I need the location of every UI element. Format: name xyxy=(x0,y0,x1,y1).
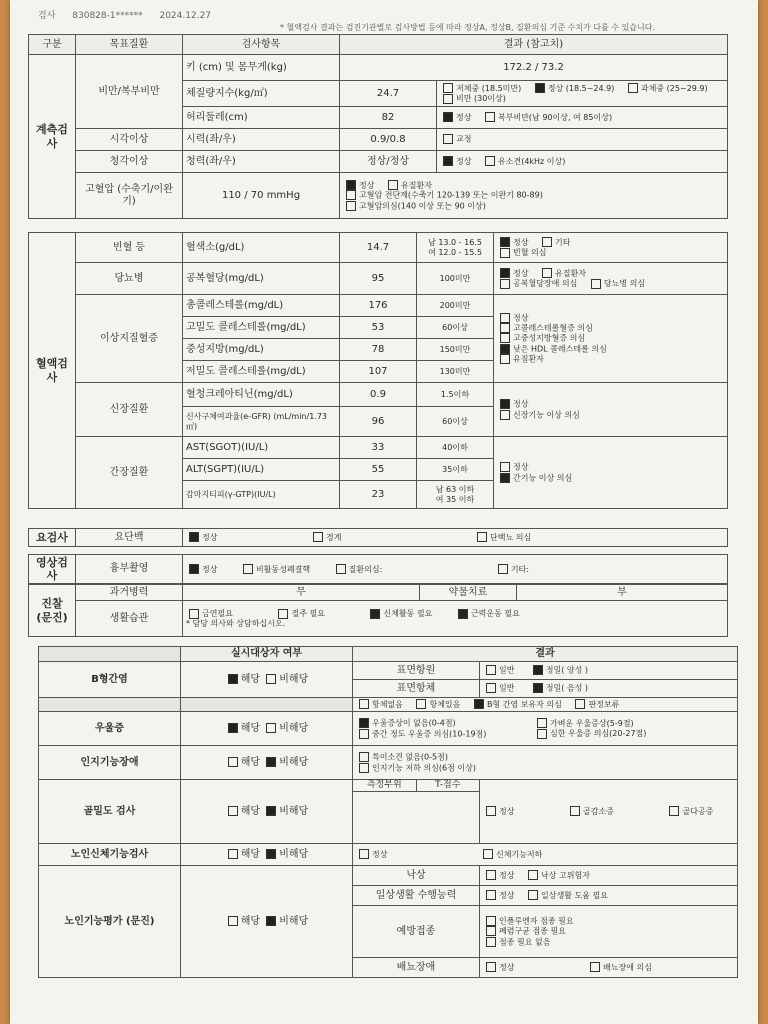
extra-table: 실시대상자 여부 결과 B형간염 해당 비해당 표면항원 일반 정밀( 양성 ) 표면항체 일반 정밀( 음성 ) 항체없음 항체있음 B형 간염 보유자 의심 판정보류 우울증 해당 비해당 우울증상이 없음(0-4점) 가벼운 우울증상(5-9점) 중간 정도 우울증 의심(10-19점) 심한 우울증 의심(20-27점) 인지기능장애 해당 비해당 특이소견 없음(0-5점) 인지기능 저하 의심(6점 이상) 골밀도 검사 해당 비해당 측정부위 T-점수 정상 골감소증 골다공증 노인신체기능검사 해당 비해당 정상 신체기능저하 노인기능평가 (문진) 해당 비해당 낙상 정상 낙상 고위험자 일상생활 수행능력 정상 일상생활 도움 필요 예방접종 인플루엔자 접종 필요 폐렴구균 접종 필요 접종 필요 없음 배뇨장애 정상 배뇨장애 의심 xyxy=(38,646,738,978)
checkbox-checked xyxy=(370,609,380,619)
adl-label: 일상생활 수행능력 xyxy=(353,886,480,906)
checkbox xyxy=(537,718,547,728)
tg-ref: 150미만 xyxy=(417,339,494,361)
checkbox xyxy=(542,268,552,278)
alt-value: 55 xyxy=(340,459,417,481)
lipid-opt: 고중성지방혈증 의심 xyxy=(513,333,586,343)
col-section: 구분 xyxy=(29,35,76,55)
hep-opt: 항체있음 xyxy=(429,699,461,709)
dm-opt: 당뇨병 의심 xyxy=(603,279,646,288)
elderly-eval-label: 노인기능평가 (문진) xyxy=(39,866,181,978)
checkbox xyxy=(228,916,238,926)
hearing-label: 청력(좌/우) xyxy=(183,151,340,173)
anemia-target: 빈혈 등 xyxy=(76,233,183,263)
checkbox-checked xyxy=(535,83,545,93)
vaccination-opt: 폐렴구균 접종 필요 xyxy=(499,926,566,936)
egfr-ref: 60이상 xyxy=(417,407,494,437)
checkbox xyxy=(388,180,398,190)
voiding-label: 배뇨장애 xyxy=(353,958,480,978)
bmi-opt: 저체중 (18.5미만) xyxy=(456,83,522,93)
liver-target: 간장질환 xyxy=(76,437,183,509)
tc-label: 총콜레스테롤(mg/dL) xyxy=(183,295,340,317)
no-label: 비해당 xyxy=(279,673,309,685)
no-label: 비해당 xyxy=(279,722,309,734)
voiding-opt: 정상 xyxy=(499,962,515,972)
physical-opt: 정상 xyxy=(372,849,388,859)
history-label: 과거병력 xyxy=(76,585,183,601)
cognitive-opt: 특이소견 없음(0-5점) xyxy=(372,752,448,762)
measure-section: 계측검사 xyxy=(29,55,76,219)
yes-label: 해당 xyxy=(240,756,261,768)
checkbox xyxy=(570,806,580,816)
checkbox xyxy=(228,757,238,767)
imaging-table xyxy=(28,554,728,584)
checkbox xyxy=(336,564,346,574)
creatinine-label: 혈청크레아티닌(mg/dL) xyxy=(183,383,340,407)
checkbox xyxy=(346,190,356,200)
checkbox xyxy=(500,313,510,323)
habit-opt: 신체활동 필요 xyxy=(383,609,433,619)
anemia-opt: 기타 xyxy=(555,237,571,247)
tc-value: 176 xyxy=(340,295,417,317)
urine-opt: 단백뇨 의심 xyxy=(490,532,532,542)
hbsab-label: 표면항체 xyxy=(353,680,480,698)
checkbox xyxy=(359,849,369,859)
adl-opt: 일상생활 도움 필요 xyxy=(541,890,608,900)
urine-section: 요검사 xyxy=(29,529,76,547)
vaccination-opt: 접종 필요 없음 xyxy=(499,937,551,947)
hb-ref-female: 여 12.0 - 15.5 xyxy=(428,247,482,257)
col-extra-result: 결과 xyxy=(353,647,738,662)
ldl-value: 107 xyxy=(340,361,417,383)
checkbox xyxy=(486,937,496,947)
checkbox xyxy=(528,870,538,880)
ast-ref: 40이하 xyxy=(417,437,494,459)
fall-opt: 낙상 고위험자 xyxy=(541,870,590,880)
bp-unit: mmHg xyxy=(266,189,301,201)
hb-value: 14.7 xyxy=(340,233,417,263)
habit-label: 생활습관 xyxy=(76,601,183,637)
vision-value: 0.9/0.8 xyxy=(340,129,437,151)
checkbox xyxy=(498,564,508,574)
checkbox xyxy=(359,699,369,709)
kidney-opt: 신장기능 이상 의심 xyxy=(513,410,580,419)
checkbox xyxy=(266,723,276,733)
yes-label: 해당 xyxy=(240,805,261,817)
hbsag-result: 양성 xyxy=(566,665,583,675)
checkbox xyxy=(591,279,601,289)
id-label: 검사 xyxy=(38,11,56,21)
checkbox xyxy=(500,354,510,364)
ldl-label: 저밀도 콜레스테롤(mg/dL) xyxy=(183,361,340,383)
ast-value: 33 xyxy=(340,437,417,459)
yes-label: 해당 xyxy=(240,915,261,927)
checkbox xyxy=(486,916,496,926)
ldl-ref: 130미만 xyxy=(417,361,494,383)
checkbox xyxy=(313,532,323,542)
kidney-target: 신장질환 xyxy=(76,383,183,437)
checkbox-checked xyxy=(189,532,199,542)
checkbox-checked xyxy=(500,344,510,354)
imaging-opt: 질환의심: xyxy=(348,564,383,574)
tg-label: 중성지방(mg/dL) xyxy=(183,339,340,361)
ggt-value: 23 xyxy=(340,481,417,509)
checkbox-checked xyxy=(266,849,276,859)
checkbox-checked xyxy=(500,473,510,483)
exam-date: 2024.12.27 xyxy=(159,11,212,21)
col-item: 검사항목 xyxy=(183,35,340,55)
normal-label: 일반 xyxy=(499,665,515,675)
dm-opt: 공복혈당장애 의심 xyxy=(513,279,578,288)
checkbox xyxy=(266,674,276,684)
header xyxy=(38,8,225,21)
no-label: 비해당 xyxy=(279,848,309,860)
lipid-target: 이상지질혈증 xyxy=(76,295,183,383)
checkbox xyxy=(359,729,369,739)
bone-density-label: 골밀도 검사 xyxy=(39,780,181,844)
yes-label: 해당 xyxy=(240,722,261,734)
vision-opt: 교정 xyxy=(456,134,472,144)
checkbox-checked xyxy=(443,112,453,122)
hepb-label: B형간염 xyxy=(39,662,181,698)
checkbox xyxy=(500,410,510,420)
imaging-opt: 비활동성폐결핵 xyxy=(256,564,311,574)
blood-table xyxy=(28,232,728,509)
depression-opt: 중간 정도 우울증 의심(10-19점) xyxy=(372,729,487,738)
hep-opt: B형 간염 보유자 의심 xyxy=(486,699,562,709)
hdl-label: 고밀도 콜레스테롤(mg/dL) xyxy=(183,317,340,339)
yes-label: 해당 xyxy=(240,848,261,860)
bone-opt: 골감소증 xyxy=(583,806,614,816)
checkbox xyxy=(486,962,496,972)
hearing-opt: 정상 xyxy=(456,156,472,166)
checkbox-checked xyxy=(346,180,356,190)
habit-opt: 근력운동 필요 xyxy=(470,609,520,619)
egfr-label: 신사구체여과율(e-GFR) (mL/min/1.73㎡) xyxy=(183,407,340,437)
imaging-section: 영상검사 xyxy=(29,555,76,584)
bone-tscore-label: T-점수 xyxy=(435,780,461,790)
height-weight-label: 키 (cm) 및 몸무게(kg) xyxy=(183,55,340,81)
hb-ref-male: 남 13.0 - 16.5 xyxy=(428,237,482,247)
liver-opt: 간기능 이상 의심 xyxy=(513,473,573,482)
hep-opt: 항체없음 xyxy=(372,699,403,709)
checkbox-checked xyxy=(533,665,543,675)
checkbox-checked xyxy=(266,757,276,767)
checkbox xyxy=(500,333,510,343)
checkbox xyxy=(485,156,495,166)
bp-opt: 유질환자 xyxy=(401,180,432,190)
urine-opt: 경계 xyxy=(326,532,342,542)
bp-opt: 고혈압의심(140 이상 또는 90 이상) xyxy=(359,201,486,211)
checkbox-checked xyxy=(500,399,510,409)
checkbox xyxy=(228,806,238,816)
urine-item: 요단백 xyxy=(76,529,183,547)
hep-opt: 판정보류 xyxy=(588,699,620,709)
glucose-ref: 100미만 xyxy=(417,263,494,295)
depression-opt: 우울증상이 없음(0-4점) xyxy=(372,718,456,728)
dm-opt: 유질환자 xyxy=(555,268,586,278)
lipid-opt: 낮은 HDL 콜레스테롤 의심 xyxy=(513,344,607,354)
waist-opt: 정상 xyxy=(456,112,472,122)
depression-label: 우울증 xyxy=(39,712,181,746)
col-result: 결과 (참고치) xyxy=(340,35,728,55)
egfr-value: 96 xyxy=(340,407,417,437)
vision-target: 시각이상 xyxy=(76,129,183,151)
checkbox xyxy=(486,870,496,880)
bone-opt: 정상 xyxy=(499,806,515,816)
physical-function-label: 노인신체기능검사 xyxy=(39,844,181,866)
exam-table xyxy=(28,584,728,637)
checkbox-checked xyxy=(266,806,276,816)
checkbox-checked xyxy=(533,683,543,693)
habit-opt: 금연필요 xyxy=(202,609,233,619)
lipid-opt: 고콜레스테롤혈증 의심 xyxy=(513,323,593,333)
checkbox xyxy=(542,237,552,247)
checkbox xyxy=(416,699,426,709)
height-weight-value: 172.2 / 73.2 xyxy=(340,55,728,81)
checkbox-checked xyxy=(458,609,468,619)
urine-opt: 정상 xyxy=(202,532,218,542)
checkbox xyxy=(486,683,496,693)
normal-label: 일반 xyxy=(499,683,515,693)
checkbox xyxy=(485,112,495,122)
checkbox xyxy=(486,926,496,936)
waist-value: 82 xyxy=(340,107,437,129)
fall-opt: 정상 xyxy=(499,870,515,880)
bp-target: 고혈압 (수축기/이완기) xyxy=(76,173,183,219)
hearing-value: 정상/정상 xyxy=(340,151,437,173)
depression-opt: 심한 우울증 의심(20-27점) xyxy=(550,729,647,738)
bp-opt: 고혈압 전단계(수축기 120-139 또는 이완기 80-89) xyxy=(359,190,543,200)
bmi-opt: 과체중 (25~29.9) xyxy=(640,83,708,93)
checkbox xyxy=(359,752,369,762)
hdl-value: 53 xyxy=(340,317,417,339)
notice-text: * 혈액검사 결과는 검진기관별로 검사방법 등에 따라 정상A, 정상B, 질환의심 기준 수치가 다를 수 있습니다. xyxy=(280,23,656,32)
tc-ref: 200미만 xyxy=(417,295,494,317)
medication-value: 부 xyxy=(517,585,728,601)
checkbox xyxy=(669,806,679,816)
cognitive-label: 인지기능장애 xyxy=(39,746,181,780)
no-label: 비해당 xyxy=(279,756,309,768)
hbsab-result: 음성 xyxy=(566,683,583,693)
tg-value: 78 xyxy=(340,339,417,361)
checkbox xyxy=(189,609,199,619)
checkbox xyxy=(537,729,547,739)
checkbox xyxy=(528,890,538,900)
bone-opt: 골다공증 xyxy=(682,806,714,816)
checkbox-checked xyxy=(359,718,369,728)
checkbox xyxy=(486,890,496,900)
precise-label: 정밀( xyxy=(545,665,565,675)
imaging-opt: 기타: xyxy=(510,564,529,574)
checkbox xyxy=(575,699,585,709)
bmi-opt: 정상 (18.5~24.9) xyxy=(547,83,615,93)
bp-value: 110 / 70 xyxy=(221,189,264,201)
checkbox-checked xyxy=(266,916,276,926)
health-checkup-report xyxy=(10,0,758,1024)
col-eligibility: 실시대상자 여부 xyxy=(181,647,353,662)
precise-label: 정밀( xyxy=(545,683,565,693)
col-target: 목표질환 xyxy=(76,35,183,55)
measure-table xyxy=(28,34,728,219)
cognitive-opt: 인지기능 저하 의심(6점 이상) xyxy=(372,763,476,772)
id-value: 830828-1****** xyxy=(72,11,143,21)
checkbox xyxy=(228,849,238,859)
checkbox xyxy=(500,248,510,258)
exam-section: 진찰 (문진) xyxy=(29,585,76,637)
checkbox xyxy=(443,134,453,144)
habit-note: * 담당 의사와 상담하십시오. xyxy=(186,618,286,628)
checkbox-checked xyxy=(500,268,510,278)
anemia-opt: 정상 xyxy=(513,237,529,247)
bmi-opt: 비만 (30이상) xyxy=(456,94,506,103)
bone-site-label: 측정부위 xyxy=(353,780,417,791)
hearing-target: 청각이상 xyxy=(76,151,183,173)
creatinine-value: 0.9 xyxy=(340,383,417,407)
medication-label: 약물치료 xyxy=(420,585,517,601)
urine-table xyxy=(28,528,728,547)
lipid-opt: 유질환자 xyxy=(513,354,544,364)
obesity-label: 비만/복부비만 xyxy=(76,55,183,129)
checkbox xyxy=(500,279,510,289)
waist-label: 허리둘레(cm) xyxy=(183,107,340,129)
checkbox-checked xyxy=(228,723,238,733)
blood-section: 혈액검사 xyxy=(29,233,76,509)
checkbox-checked xyxy=(228,674,238,684)
hb-label: 혈색소(g/dL) xyxy=(183,233,340,263)
dm-opt: 정상 xyxy=(513,268,529,278)
dm-target: 당뇨병 xyxy=(76,263,183,295)
bmi-label: 체질량지수(kg/㎡) xyxy=(183,81,340,107)
kidney-opt: 정상 xyxy=(513,399,529,409)
alt-label: ALT(SGPT)(IU/L) xyxy=(183,459,340,481)
glucose-value: 95 xyxy=(340,263,417,295)
checkbox-checked xyxy=(474,699,484,709)
hearing-opt: 유소견(4kHz 이상) xyxy=(498,156,566,166)
waist-opt: 복부비만(남 90이상, 여 85이상) xyxy=(498,112,613,122)
checkbox xyxy=(500,462,510,472)
ast-label: AST(SGOT)(IU/L) xyxy=(183,437,340,459)
lipid-opt: 정상 xyxy=(513,313,529,323)
checkbox xyxy=(628,83,638,93)
habit-opt: 절주 필요 xyxy=(291,609,325,619)
bp-opt: 정상 xyxy=(359,180,375,190)
creatinine-ref: 1.5이하 xyxy=(417,383,494,407)
liver-opt: 정상 xyxy=(513,462,529,472)
fall-label: 낙상 xyxy=(353,866,480,886)
checkbox xyxy=(443,83,453,93)
checkbox xyxy=(486,665,496,675)
yes-label: 해당 xyxy=(240,673,261,685)
no-label: 비해당 xyxy=(279,915,309,927)
no-label: 비해당 xyxy=(279,805,309,817)
vaccination-label: 예방접종 xyxy=(353,906,480,958)
depression-opt: 가벼운 우울증상(5-9점) xyxy=(550,718,634,728)
checkbox-checked xyxy=(189,564,199,574)
ggt-ref-female: 여 35 이하 xyxy=(435,494,475,504)
checkbox-checked xyxy=(500,237,510,247)
physical-opt: 신체기능저하 xyxy=(496,849,543,859)
vision-label: 시력(좌/우) xyxy=(183,129,340,151)
imaging-item: 흉부촬영 xyxy=(76,555,183,584)
ggt-label: 감마지티피(γ-GTP)(IU/L) xyxy=(183,481,340,509)
checkbox xyxy=(486,806,496,816)
checkbox xyxy=(483,849,493,859)
voiding-opt: 배뇨장애 의심 xyxy=(603,962,652,972)
history-value: 무 xyxy=(183,585,420,601)
adl-opt: 정상 xyxy=(499,890,515,900)
bmi-value: 24.7 xyxy=(340,81,437,107)
checkbox-checked xyxy=(443,156,453,166)
anemia-opt: 빈혈 의심 xyxy=(513,248,547,257)
checkbox xyxy=(477,532,487,542)
checkbox xyxy=(500,323,510,333)
hbsag-label: 표면항원 xyxy=(353,662,480,680)
ggt-ref-male: 남 63 이하 xyxy=(435,484,475,494)
checkbox xyxy=(346,201,356,211)
vaccination-opt: 인플루엔자 접종 필요 xyxy=(499,916,574,926)
checkbox xyxy=(590,962,600,972)
checkbox xyxy=(243,564,253,574)
checkbox xyxy=(359,763,369,773)
alt-ref: 35이하 xyxy=(417,459,494,481)
imaging-opt: 정상 xyxy=(202,564,218,574)
hdl-ref: 60이상 xyxy=(417,317,494,339)
glucose-label: 공복혈당(mg/dL) xyxy=(183,263,340,295)
checkbox xyxy=(278,609,288,619)
checkbox xyxy=(443,94,453,104)
